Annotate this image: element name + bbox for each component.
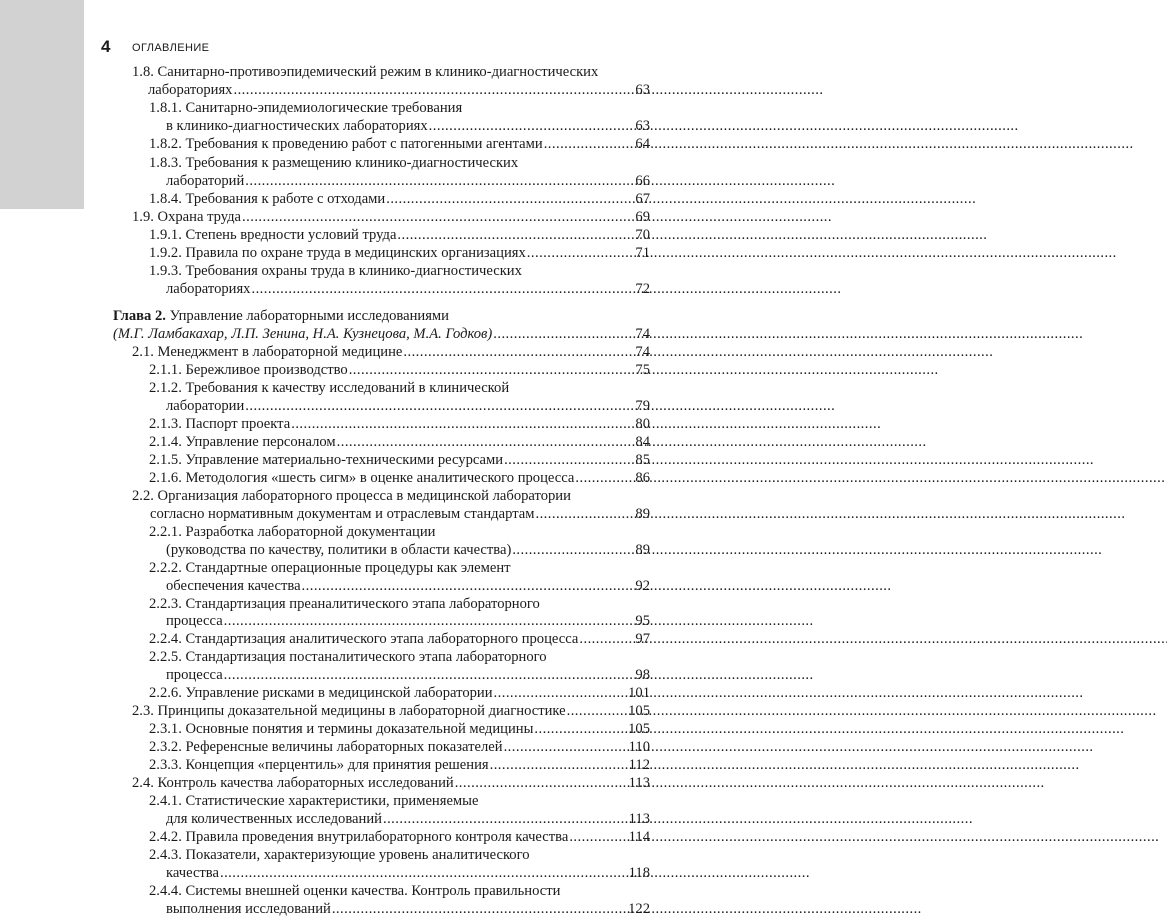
dot-leader <box>455 774 628 792</box>
toc-page-number: 101 <box>628 685 650 701</box>
toc-page-number: 67 <box>635 191 650 207</box>
dot-leader <box>575 469 634 487</box>
toc-page-number: 72 <box>635 281 650 297</box>
toc-entry-text: качества <box>166 865 219 881</box>
toc-entry-text: в клинико-диагностических лабораториях <box>166 118 428 134</box>
toc-page-number: 105 <box>628 721 650 737</box>
toc-entry-title <box>132 208 241 226</box>
toc-page-number: 80 <box>635 416 650 432</box>
toc-page-number: 97 <box>635 631 650 647</box>
toc-entry-text: 2.2.6. Управление рисками в медицинской лаборатории <box>149 685 493 701</box>
toc-entry-title <box>149 99 462 117</box>
toc-entry <box>149 648 547 666</box>
toc-entry-text: 2.2.3. Стандартизация преаналитического этапа лабораторного <box>149 596 540 612</box>
toc-entry <box>149 190 650 208</box>
toc-page-number: 113 <box>628 775 650 791</box>
toc-page-number: 85 <box>635 452 650 468</box>
toc-entry-text: обеспечения качества <box>166 578 301 594</box>
toc-entry <box>149 738 650 756</box>
toc-entry <box>166 117 650 135</box>
toc-page-number: 84 <box>635 434 650 450</box>
page-number: 4 <box>101 37 111 56</box>
dot-leader <box>403 343 634 361</box>
toc-entry-text: 2.1.4. Управление персоналом <box>149 434 336 450</box>
toc-page-number: 63 <box>635 118 650 134</box>
toc-page-number: 114 <box>628 829 650 845</box>
toc-entry-title <box>149 190 385 208</box>
toc-entry <box>166 280 650 298</box>
toc-entry-title <box>149 262 522 280</box>
toc-entry-text: процесса <box>166 613 223 629</box>
toc-entry-title <box>148 81 232 99</box>
toc-entry-text: 1.8.3. Требования к размещению клинико-диагностических <box>149 155 519 171</box>
toc-page-number: 92 <box>635 578 650 594</box>
toc-entry-title <box>132 702 566 720</box>
toc-entry-title <box>149 684 493 702</box>
toc-page-number: 75 <box>635 362 650 378</box>
toc-page-number: 69 <box>635 209 650 225</box>
toc-entry <box>166 864 650 882</box>
toc-page-number: 63 <box>635 82 650 98</box>
dot-leader <box>242 208 634 226</box>
dot-leader <box>429 117 635 135</box>
toc-entry <box>132 702 650 720</box>
toc-entry-title <box>166 117 428 135</box>
toc-entry <box>148 81 650 99</box>
toc-page-number: 118 <box>628 865 650 881</box>
toc-entry-text: 2.4.3. Показатели, характеризующие уровень аналитического <box>149 847 530 863</box>
toc-entry-text: 1.8. Санитарно-противоэпидемический режим в клинико-диагностических <box>132 64 599 80</box>
dot-leader <box>224 666 635 684</box>
toc-entry-text: 2.2.4. Стандартизация аналитического этапа лабораторного процесса <box>149 631 579 647</box>
toc-entry <box>149 262 522 280</box>
toc-entry <box>166 810 650 828</box>
toc-entry <box>149 99 462 117</box>
dot-leader <box>245 172 634 190</box>
toc-page-number: 74 <box>635 344 650 360</box>
toc-entry <box>132 63 598 81</box>
toc-entry <box>150 505 650 523</box>
dot-leader <box>332 900 627 918</box>
toc-page-number: 64 <box>635 136 650 152</box>
dot-leader <box>291 415 634 433</box>
toc-entry-title <box>149 648 547 666</box>
chapter-label: Глава 2. <box>113 308 166 324</box>
toc-entry <box>166 900 650 918</box>
toc-entry-text: 2.4.1. Статистические характеристики, применяемые <box>149 793 479 809</box>
toc-page-number: 105 <box>628 703 650 719</box>
toc-entry <box>166 577 650 595</box>
toc-page-number: 122 <box>628 901 650 917</box>
dot-leader <box>535 505 634 523</box>
toc-entry-title <box>149 469 574 487</box>
toc-page-number: 112 <box>628 757 650 773</box>
dot-leader <box>567 702 628 720</box>
dot-leader <box>490 756 628 774</box>
toc-entry-title <box>132 343 402 361</box>
toc-entry-text: 2.3.3. Концепция «перцентиль» для принятия решения <box>149 757 489 773</box>
toc-entry-text: 2.3.2. Референсные величины лабораторных показателей <box>149 739 503 755</box>
toc-entry <box>149 792 478 810</box>
toc-entry <box>132 487 571 505</box>
toc-entry <box>166 666 650 684</box>
dot-leader <box>245 397 634 415</box>
toc-page-number: 89 <box>635 506 650 522</box>
dot-leader <box>569 828 627 846</box>
dot-leader <box>493 325 634 343</box>
toc-entry-title <box>149 226 396 244</box>
toc-entry-text: 2.3.1. Основные понятия и термины доказательной медицины <box>149 721 534 737</box>
toc-entry-title <box>166 612 223 630</box>
toc-entry-title <box>166 577 301 595</box>
toc-entry-text: 1.9.3. Требования охраны труда в клинико-диагностических <box>149 263 522 279</box>
toc-entry-text: 2.4.2. Правила проведения внутрилабораторного контроля качества <box>149 829 569 845</box>
toc-entry <box>149 756 650 774</box>
toc-entry-text: для количественных исследований <box>166 811 382 827</box>
toc-entry-text: 2.2. Организация лабораторного процесса в медицинской лаборатории <box>132 488 571 504</box>
dot-leader <box>251 280 634 298</box>
toc-entry-text: 1.8.1. Санитарно-эпидемиологические требования <box>149 100 463 116</box>
toc-entry <box>149 469 650 487</box>
toc-entry-title <box>149 756 489 774</box>
toc-entry-text: 2.1.2. Требования к качеству исследований в клинической <box>149 380 510 396</box>
toc-entry-title <box>166 810 382 828</box>
toc-page-number: 89 <box>635 542 650 558</box>
toc-entry-title <box>149 154 518 172</box>
toc-entry <box>166 172 650 190</box>
toc-entry-title <box>132 487 571 505</box>
toc-page-number: 113 <box>628 811 650 827</box>
toc-entry <box>149 226 650 244</box>
toc-entry-text: Управление лабораторными исследованиями <box>169 308 449 324</box>
toc-entry-title <box>149 244 526 262</box>
toc-entry <box>149 684 650 702</box>
toc-entry-title <box>113 325 492 343</box>
toc-entry <box>166 397 650 415</box>
dot-leader <box>397 226 634 244</box>
toc-entry-title <box>149 559 511 577</box>
toc-page-number: 98 <box>635 667 650 683</box>
toc-entry-title <box>150 505 534 523</box>
toc-entry-text: 1.8.4. Требования к работе с отходами <box>149 191 386 207</box>
toc-page-number: 110 <box>628 739 650 755</box>
running-head: ОГЛАВЛЕНИЕ <box>132 42 210 54</box>
toc-entry <box>149 882 560 900</box>
toc-entry <box>149 244 650 262</box>
toc-page-number: 74 <box>635 326 650 342</box>
toc-entry-text: 1.8.2. Требования к проведению работ с патогенными агентами <box>149 136 543 152</box>
toc-entry-text: (М.Г. Ламбакахар, Л.П. Зенина, Н.А. Кузнецова, М.А. Годков) <box>113 326 493 342</box>
toc-entry-title <box>132 774 454 792</box>
toc-entry-text: 2.2.2. Стандартные операционные процедуры как элемент <box>149 560 511 576</box>
dot-leader <box>544 135 635 153</box>
toc-entry-text: 2.2.5. Стандартизация постаналитического этапа лабораторного <box>149 649 547 665</box>
toc-entry <box>149 135 650 153</box>
toc-entry-text: 1.9.1. Степень вредности условий труда <box>149 227 397 243</box>
dot-leader <box>527 244 635 262</box>
toc-entry <box>149 523 435 541</box>
toc-entry-title <box>149 792 478 810</box>
toc-page-number: 71 <box>635 245 650 261</box>
toc-entry-title <box>149 720 533 738</box>
dot-leader <box>534 720 627 738</box>
toc-entry-text: выполнения исследований <box>166 901 331 917</box>
toc-entry-text: процесса <box>166 667 223 683</box>
toc-entry-text: 2.1.3. Паспорт проекта <box>149 416 291 432</box>
dot-leader <box>383 810 628 828</box>
toc-entry-text: лабораториях <box>166 281 251 297</box>
toc-entry-text: 1.9. Охрана труда <box>132 209 242 225</box>
toc-entry <box>149 433 650 451</box>
toc-entry-title <box>149 882 560 900</box>
toc-page-number: 66 <box>635 173 650 189</box>
toc-entry <box>149 630 650 648</box>
toc-entry-title <box>149 361 348 379</box>
toc-entry-title <box>166 864 219 882</box>
toc-entry-text: (руководства по качеству, политики в области качества) <box>166 542 512 558</box>
toc-entry <box>166 612 650 630</box>
toc-entry-title <box>149 379 509 397</box>
dot-leader <box>220 864 628 882</box>
toc-entry-text: 2.4. Контроль качества лабораторных исследований <box>132 775 454 791</box>
toc-entry-title <box>113 307 449 325</box>
toc-entry-text: 2.4.4. Системы внешней оценки качества. Контроль правильности <box>149 883 561 899</box>
toc-page-number: 86 <box>635 470 650 486</box>
toc-page-number: 70 <box>635 227 650 243</box>
toc-entry-text: 2.1.5. Управление материально-техническими ресурсами <box>149 452 504 468</box>
toc-entry-title <box>149 738 503 756</box>
toc-entry-text: лабораторий <box>166 173 245 189</box>
toc-entry-text: лабораториях <box>148 82 233 98</box>
dot-leader <box>504 451 634 469</box>
toc-entry-title <box>166 280 250 298</box>
toc-entry-title <box>166 397 244 415</box>
toc-entry-title <box>166 172 244 190</box>
toc-entry-title <box>166 541 511 559</box>
toc-entry-title <box>149 523 435 541</box>
toc-entry <box>132 774 650 792</box>
toc-entry-title <box>132 63 598 81</box>
toc-entry <box>149 379 509 397</box>
toc-entry-title <box>149 433 336 451</box>
dot-leader <box>302 577 635 595</box>
toc-entry <box>113 307 449 325</box>
dot-leader <box>504 738 628 756</box>
toc-entry-text: 1.9.2. Правила по охране труда в медицинских организациях <box>149 245 526 261</box>
toc-entry-title <box>149 828 568 846</box>
dot-leader <box>579 630 634 648</box>
toc-entry-title <box>149 595 540 613</box>
toc-entry-title <box>149 135 543 153</box>
dot-leader <box>233 81 634 99</box>
toc-page-number: 79 <box>635 398 650 414</box>
toc-entry <box>132 343 650 361</box>
dot-leader <box>224 612 635 630</box>
toc-entry-text: лаборатории <box>166 398 245 414</box>
toc-entry <box>149 720 650 738</box>
toc-entry <box>149 361 650 379</box>
toc-entry <box>149 846 530 864</box>
dot-leader <box>386 190 634 208</box>
toc-entry-text: 2.1.6. Методология «шесть сигм» в оценке аналитического процесса <box>149 470 575 486</box>
dot-leader <box>512 541 634 559</box>
toc-entry-text: 2.1.1. Бережливое производство <box>149 362 348 378</box>
toc-entry <box>149 595 540 613</box>
toc-entry-title <box>149 630 578 648</box>
toc-entry-title <box>166 666 223 684</box>
toc-page-number: 95 <box>635 613 650 629</box>
toc-entry <box>149 451 650 469</box>
toc-entry-title <box>149 451 503 469</box>
toc-entry <box>166 541 650 559</box>
dot-leader <box>494 684 628 702</box>
toc-entry <box>149 559 511 577</box>
toc-entry <box>149 154 518 172</box>
toc-entry <box>149 415 650 433</box>
toc-entry-title <box>149 846 530 864</box>
dot-leader <box>337 433 635 451</box>
toc-entry-text: 2.1. Менеджмент в лабораторной медицине <box>132 344 403 360</box>
toc-entry <box>113 325 650 343</box>
toc-entry-text: 2.2.1. Разработка лабораторной документации <box>149 524 436 540</box>
dot-leader <box>349 361 635 379</box>
toc-entry <box>132 208 650 226</box>
toc-entry-title <box>166 900 331 918</box>
toc-entry-text: согласно нормативным документам и отраслевым стандартам <box>150 506 535 522</box>
toc-entry-text: 2.3. Принципы доказательной медицины в лабораторной диагностике <box>132 703 566 719</box>
toc-entry-title <box>149 415 290 433</box>
toc-entry <box>149 828 650 846</box>
